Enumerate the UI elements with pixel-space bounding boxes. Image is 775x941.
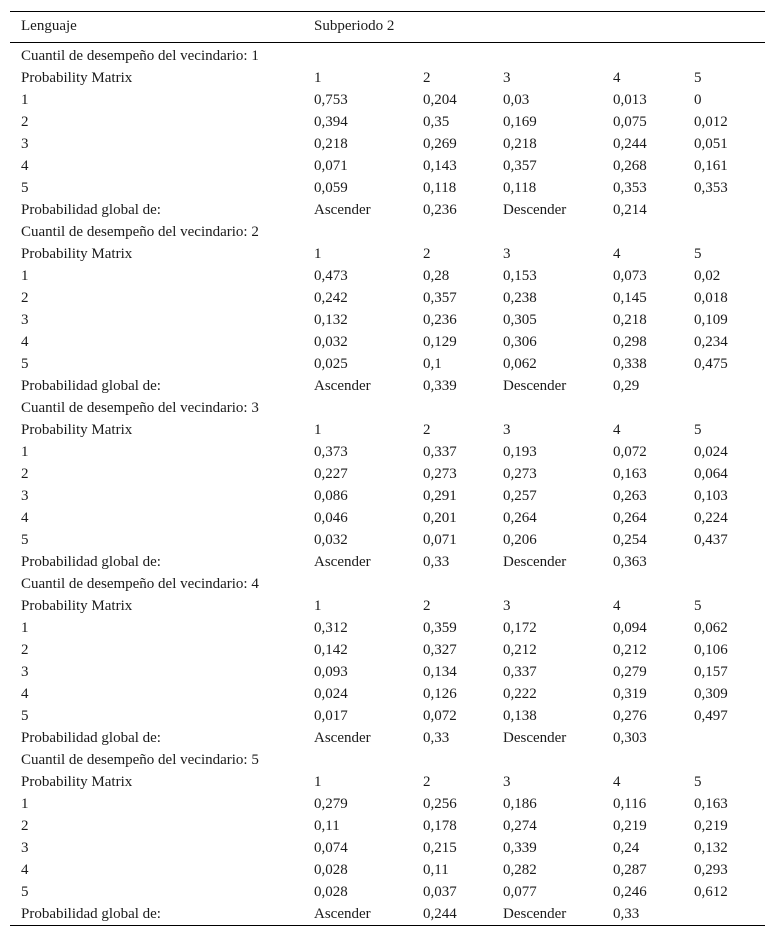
probability-cell: 0,222 <box>503 686 537 702</box>
matrix-row <box>10 177 765 199</box>
descend-value: 0,303 <box>613 730 647 746</box>
probability-cell: 0,118 <box>503 180 537 196</box>
probability-cell: 0,11 <box>423 862 449 878</box>
ascend-label: Ascender <box>314 554 371 570</box>
section-title-row <box>10 573 765 595</box>
header-language: Lenguaje <box>21 18 77 34</box>
global-label: Probabilidad global de: <box>21 554 161 570</box>
matrix-column-header: 3 <box>503 70 511 86</box>
matrix-row <box>10 89 765 111</box>
matrix-row <box>10 133 765 155</box>
probability-cell: 0,025 <box>314 356 348 372</box>
global-probability-row <box>10 551 765 573</box>
probability-cell: 0,028 <box>314 862 348 878</box>
probability-cell: 0,064 <box>694 466 728 482</box>
matrix-column-header: 5 <box>694 422 702 438</box>
probability-cell: 0,178 <box>423 818 457 834</box>
probability-cell: 0,218 <box>314 136 348 152</box>
probability-cell: 0,357 <box>503 158 537 174</box>
probability-cell: 0,129 <box>423 334 457 350</box>
descend-label: Descender <box>503 202 567 218</box>
matrix-column-header: 2 <box>423 422 431 438</box>
probability-cell: 0,032 <box>314 334 348 350</box>
probability-cell: 0,161 <box>694 158 728 174</box>
probability-cell: 0,126 <box>423 686 457 702</box>
ascend-value: 0,244 <box>423 906 457 922</box>
probability-cell: 0,132 <box>694 840 728 856</box>
probability-cell: 0,219 <box>613 818 647 834</box>
probability-cell: 0,024 <box>694 444 728 460</box>
probability-cell: 0,218 <box>613 312 647 328</box>
probability-cell: 0,394 <box>314 114 348 130</box>
probability-cell: 0,437 <box>694 532 728 548</box>
probability-cell: 0,287 <box>613 862 647 878</box>
probability-cell: 0,145 <box>613 290 647 306</box>
matrix-column-header: 5 <box>694 246 702 262</box>
row-label: 4 <box>21 158 29 174</box>
matrix-column-header: 4 <box>613 422 621 438</box>
global-probability-row <box>10 199 765 221</box>
section-title: Cuantil de desempeño del vecindario: 3 <box>21 400 259 416</box>
matrix-column-header: 4 <box>613 774 621 790</box>
probability-cell: 0,359 <box>423 620 457 636</box>
matrix-row <box>10 793 765 815</box>
matrix-row <box>10 859 765 881</box>
probability-cell: 0,279 <box>314 796 348 812</box>
probability-cell: 0,264 <box>613 510 647 526</box>
probability-cell: 0,242 <box>314 290 348 306</box>
probability-cell: 0,11 <box>314 818 340 834</box>
probability-cell: 0,02 <box>694 268 721 284</box>
row-label: 5 <box>21 180 29 196</box>
probability-cell: 0,327 <box>423 642 457 658</box>
probability-cell: 0,059 <box>314 180 348 196</box>
matrix-label: Probability Matrix <box>21 246 133 262</box>
table-body <box>10 43 765 925</box>
matrix-column-header: 5 <box>694 70 702 86</box>
probability-cell: 0,106 <box>694 642 728 658</box>
ascend-value: 0,33 <box>423 730 450 746</box>
table-header-row <box>10 12 765 42</box>
probability-cell: 0,475 <box>694 356 728 372</box>
matrix-header-row <box>10 243 765 265</box>
probability-cell: 0,244 <box>613 136 647 152</box>
probability-cell: 0,269 <box>423 136 457 152</box>
probability-cell: 0,075 <box>613 114 647 130</box>
probability-cell: 0,062 <box>694 620 728 636</box>
probability-cell: 0,017 <box>314 708 348 724</box>
probability-cell: 0,206 <box>503 532 537 548</box>
probability-cell: 0,109 <box>694 312 728 328</box>
probability-cell: 0,193 <box>503 444 537 460</box>
probability-cell: 0,306 <box>503 334 537 350</box>
probability-cell: 0,339 <box>503 840 537 856</box>
probability-cell: 0,142 <box>314 642 348 658</box>
probability-cell: 0,012 <box>694 114 728 130</box>
probability-cell: 0,305 <box>503 312 537 328</box>
ascend-label: Ascender <box>314 906 371 922</box>
section-title-row <box>10 221 765 243</box>
probability-cell: 0,103 <box>694 488 728 504</box>
probability-cell: 0,357 <box>423 290 457 306</box>
probability-cell: 0,037 <box>423 884 457 900</box>
matrix-column-header: 1 <box>314 774 322 790</box>
probability-cell: 0,212 <box>503 642 537 658</box>
row-label: 1 <box>21 620 29 636</box>
probability-cell: 0,612 <box>694 884 728 900</box>
ascend-value: 0,339 <box>423 378 457 394</box>
matrix-row <box>10 441 765 463</box>
global-probability-row <box>10 727 765 749</box>
matrix-column-header: 2 <box>423 774 431 790</box>
probability-cell: 0,134 <box>423 664 457 680</box>
matrix-column-header: 2 <box>423 70 431 86</box>
probability-cell: 0,163 <box>694 796 728 812</box>
row-label: 2 <box>21 114 29 130</box>
probability-cell: 0,254 <box>613 532 647 548</box>
row-label: 4 <box>21 862 29 878</box>
matrix-column-header: 5 <box>694 774 702 790</box>
matrix-row <box>10 485 765 507</box>
probability-cell: 0,118 <box>423 180 457 196</box>
probability-table <box>10 11 765 926</box>
matrix-column-header: 4 <box>613 246 621 262</box>
section-title: Cuantil de desempeño del vecindario: 4 <box>21 576 259 592</box>
global-label: Probabilidad global de: <box>21 202 161 218</box>
probability-cell: 0,116 <box>613 796 647 812</box>
matrix-row <box>10 815 765 837</box>
matrix-row <box>10 881 765 903</box>
descend-label: Descender <box>503 906 567 922</box>
probability-cell: 0,077 <box>503 884 537 900</box>
section-title: Cuantil de desempeño del vecindario: 1 <box>21 48 259 64</box>
descend-label: Descender <box>503 730 567 746</box>
row-label: 2 <box>21 642 29 658</box>
probability-cell: 0,074 <box>314 840 348 856</box>
probability-cell: 0,028 <box>314 884 348 900</box>
ascend-value: 0,33 <box>423 554 450 570</box>
probability-cell: 0,018 <box>694 290 728 306</box>
global-label: Probabilidad global de: <box>21 906 161 922</box>
row-label: 1 <box>21 796 29 812</box>
probability-cell: 0,224 <box>694 510 728 526</box>
probability-cell: 0,153 <box>503 268 537 284</box>
row-label: 1 <box>21 444 29 460</box>
matrix-label: Probability Matrix <box>21 598 133 614</box>
section-title: Cuantil de desempeño del vecindario: 5 <box>21 752 259 768</box>
probability-cell: 0,071 <box>423 532 457 548</box>
global-probability-row <box>10 903 765 925</box>
probability-cell: 0,227 <box>314 466 348 482</box>
matrix-column-header: 4 <box>613 70 621 86</box>
matrix-column-header: 2 <box>423 246 431 262</box>
probability-cell: 0,1 <box>423 356 442 372</box>
row-label: 4 <box>21 334 29 350</box>
probability-cell: 0,373 <box>314 444 348 460</box>
matrix-column-header: 5 <box>694 598 702 614</box>
matrix-row <box>10 265 765 287</box>
row-label: 1 <box>21 268 29 284</box>
probability-cell: 0,35 <box>423 114 450 130</box>
descend-value: 0,33 <box>613 906 640 922</box>
probability-cell: 0,086 <box>314 488 348 504</box>
probability-cell: 0,319 <box>613 686 647 702</box>
matrix-column-header: 3 <box>503 598 511 614</box>
section-title-row <box>10 397 765 419</box>
section-title: Cuantil de desempeño del vecindario: 2 <box>21 224 259 240</box>
probability-cell: 0,238 <box>503 290 537 306</box>
descend-value: 0,363 <box>613 554 647 570</box>
matrix-row <box>10 287 765 309</box>
matrix-column-header: 3 <box>503 422 511 438</box>
matrix-row <box>10 353 765 375</box>
matrix-label: Probability Matrix <box>21 70 133 86</box>
probability-cell: 0 <box>694 92 702 108</box>
row-label: 5 <box>21 532 29 548</box>
probability-cell: 0,132 <box>314 312 348 328</box>
descend-label: Descender <box>503 554 567 570</box>
probability-cell: 0,276 <box>613 708 647 724</box>
probability-cell: 0,298 <box>613 334 647 350</box>
matrix-column-header: 1 <box>314 598 322 614</box>
probability-cell: 0,312 <box>314 620 348 636</box>
probability-cell: 0,353 <box>613 180 647 196</box>
probability-cell: 0,219 <box>694 818 728 834</box>
matrix-header-row <box>10 595 765 617</box>
probability-cell: 0,172 <box>503 620 537 636</box>
matrix-row <box>10 529 765 551</box>
section-title-row <box>10 45 765 67</box>
descend-label: Descender <box>503 378 567 394</box>
probability-cell: 0,051 <box>694 136 728 152</box>
probability-cell: 0,186 <box>503 796 537 812</box>
row-label: 5 <box>21 884 29 900</box>
header-subperiod: Subperiodo 2 <box>314 18 395 34</box>
matrix-row <box>10 111 765 133</box>
ascend-label: Ascender <box>314 378 371 394</box>
probability-cell: 0,046 <box>314 510 348 526</box>
row-label: 4 <box>21 510 29 526</box>
matrix-label: Probability Matrix <box>21 774 133 790</box>
descend-value: 0,29 <box>613 378 640 394</box>
probability-cell: 0,497 <box>694 708 728 724</box>
row-label: 3 <box>21 840 29 856</box>
probability-cell: 0,338 <box>613 356 647 372</box>
row-label: 5 <box>21 708 29 724</box>
row-label: 3 <box>21 312 29 328</box>
probability-cell: 0,24 <box>613 840 640 856</box>
probability-cell: 0,268 <box>613 158 647 174</box>
matrix-row <box>10 837 765 859</box>
section-title-row <box>10 749 765 771</box>
matrix-row <box>10 331 765 353</box>
probability-cell: 0,093 <box>314 664 348 680</box>
matrix-column-header: 1 <box>314 70 322 86</box>
probability-cell: 0,062 <box>503 356 537 372</box>
probability-cell: 0,309 <box>694 686 728 702</box>
matrix-column-header: 1 <box>314 246 322 262</box>
probability-cell: 0,291 <box>423 488 457 504</box>
probability-cell: 0,264 <box>503 510 537 526</box>
probability-cell: 0,215 <box>423 840 457 856</box>
probability-cell: 0,143 <box>423 158 457 174</box>
probability-cell: 0,282 <box>503 862 537 878</box>
probability-cell: 0,273 <box>503 466 537 482</box>
probability-cell: 0,073 <box>613 268 647 284</box>
row-label: 4 <box>21 686 29 702</box>
probability-cell: 0,218 <box>503 136 537 152</box>
global-label: Probabilidad global de: <box>21 730 161 746</box>
probability-cell: 0,03 <box>503 92 530 108</box>
row-label: 3 <box>21 488 29 504</box>
probability-cell: 0,236 <box>423 312 457 328</box>
matrix-row <box>10 309 765 331</box>
matrix-column-header: 1 <box>314 422 322 438</box>
probability-cell: 0,234 <box>694 334 728 350</box>
probability-cell: 0,072 <box>613 444 647 460</box>
probability-cell: 0,273 <box>423 466 457 482</box>
row-label: 1 <box>21 92 29 108</box>
matrix-row <box>10 617 765 639</box>
probability-cell: 0,212 <box>613 642 647 658</box>
row-label: 2 <box>21 466 29 482</box>
matrix-row <box>10 705 765 727</box>
global-label: Probabilidad global de: <box>21 378 161 394</box>
probability-cell: 0,094 <box>613 620 647 636</box>
row-label: 3 <box>21 664 29 680</box>
matrix-header-row <box>10 67 765 89</box>
probability-cell: 0,274 <box>503 818 537 834</box>
table-bottom-rule <box>10 925 765 926</box>
matrix-column-header: 4 <box>613 598 621 614</box>
probability-cell: 0,204 <box>423 92 457 108</box>
matrix-row <box>10 639 765 661</box>
probability-cell: 0,473 <box>314 268 348 284</box>
matrix-row <box>10 463 765 485</box>
probability-cell: 0,353 <box>694 180 728 196</box>
matrix-row <box>10 683 765 705</box>
probability-cell: 0,293 <box>694 862 728 878</box>
probability-cell: 0,163 <box>613 466 647 482</box>
row-label: 5 <box>21 356 29 372</box>
probability-cell: 0,013 <box>613 92 647 108</box>
probability-cell: 0,157 <box>694 664 728 680</box>
probability-cell: 0,138 <box>503 708 537 724</box>
descend-value: 0,214 <box>613 202 647 218</box>
ascend-value: 0,236 <box>423 202 457 218</box>
probability-cell: 0,024 <box>314 686 348 702</box>
row-label: 3 <box>21 136 29 152</box>
probability-cell: 0,279 <box>613 664 647 680</box>
matrix-column-header: 3 <box>503 246 511 262</box>
probability-cell: 0,257 <box>503 488 537 504</box>
row-label: 2 <box>21 290 29 306</box>
probability-cell: 0,169 <box>503 114 537 130</box>
matrix-row <box>10 507 765 529</box>
probability-cell: 0,337 <box>503 664 537 680</box>
probability-cell: 0,337 <box>423 444 457 460</box>
probability-cell: 0,201 <box>423 510 457 526</box>
ascend-label: Ascender <box>314 202 371 218</box>
matrix-header-row <box>10 771 765 793</box>
matrix-row <box>10 155 765 177</box>
global-probability-row <box>10 375 765 397</box>
probability-cell: 0,256 <box>423 796 457 812</box>
matrix-header-row <box>10 419 765 441</box>
probability-cell: 0,072 <box>423 708 457 724</box>
matrix-label: Probability Matrix <box>21 422 133 438</box>
probability-cell: 0,753 <box>314 92 348 108</box>
matrix-column-header: 2 <box>423 598 431 614</box>
row-label: 2 <box>21 818 29 834</box>
probability-cell: 0,071 <box>314 158 348 174</box>
probability-cell: 0,263 <box>613 488 647 504</box>
matrix-column-header: 3 <box>503 774 511 790</box>
probability-cell: 0,28 <box>423 268 450 284</box>
probability-cell: 0,032 <box>314 532 348 548</box>
matrix-row <box>10 661 765 683</box>
ascend-label: Ascender <box>314 730 371 746</box>
probability-cell: 0,246 <box>613 884 647 900</box>
